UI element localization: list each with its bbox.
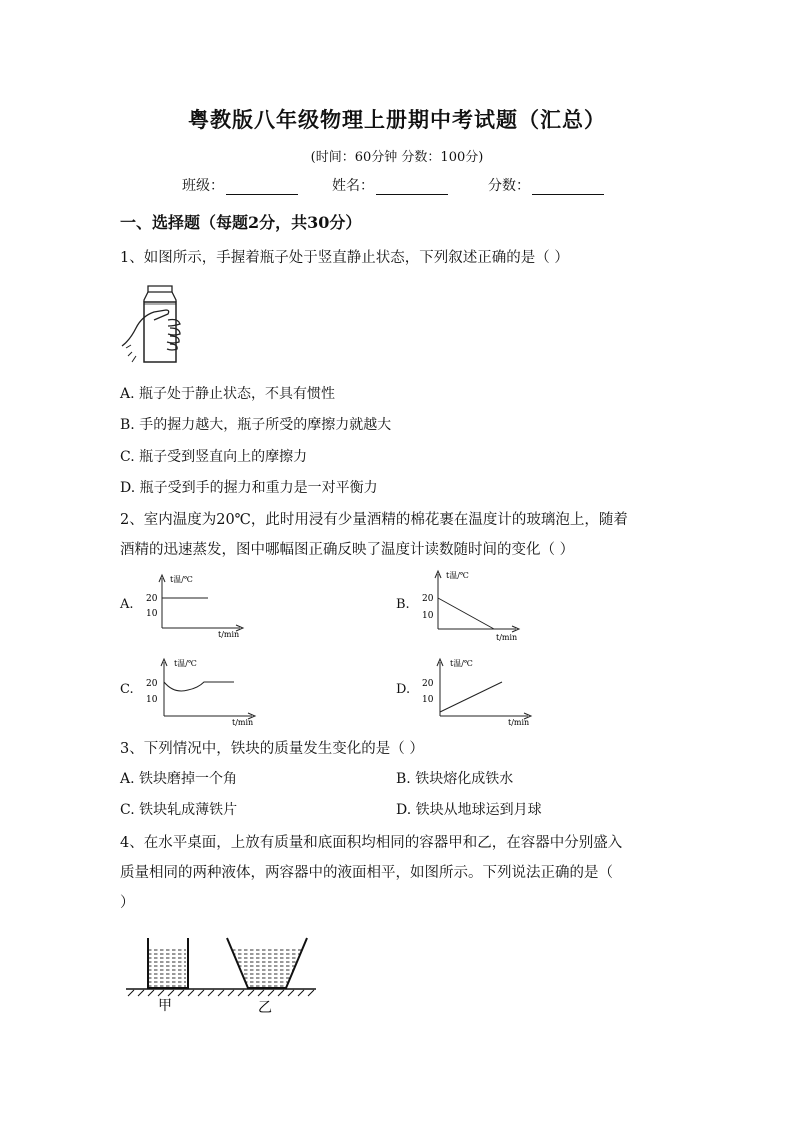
tick-10: 10: [422, 611, 434, 621]
q2-option-b-label[interactable]: B.: [396, 597, 410, 612]
y-axis-label: t温/℃: [450, 659, 473, 668]
q4-stem-line3: ）: [120, 895, 135, 911]
name-label: 姓名：: [332, 178, 374, 194]
q1-option-a[interactable]: A. 瓶子处于静止状态，不具有惯性: [120, 386, 336, 402]
temperature-line: [440, 682, 502, 712]
x-axis-label: t/min: [232, 718, 254, 727]
name-field: [332, 175, 448, 195]
tick-20: 20: [146, 594, 158, 604]
y-axis-label: t温/℃: [170, 575, 193, 584]
q2-option-d-label[interactable]: D.: [396, 682, 411, 697]
tick-20: 20: [146, 679, 158, 689]
q2-stem-line2: 酒精的迅速蒸发，图中哪幅图正确反映了温度计读数随时间的变化（ ）: [120, 542, 575, 558]
q3-stem: 3、下列情况中，铁块的质量发生变化的是（ ）: [120, 741, 424, 757]
name-blank[interactable]: [376, 180, 448, 195]
q1-option-b[interactable]: B. 手的握力越大，瓶子所受的摩擦力就越大: [120, 417, 392, 433]
score-blank[interactable]: [532, 180, 604, 195]
liquid-jia: [149, 948, 186, 987]
class-label: 班级：: [182, 178, 224, 194]
tick-10: 10: [146, 609, 158, 619]
score-label: 分数：: [488, 178, 530, 194]
q2-option-c-label[interactable]: C.: [120, 682, 134, 697]
tick-10: 10: [422, 695, 434, 705]
q2-graph-a[interactable]: [140, 570, 250, 640]
q2-graph-c[interactable]: [140, 654, 260, 726]
exam-info: (时间：60分钟 分数：100分): [310, 150, 484, 165]
score-field: [488, 175, 604, 195]
q2-graph-b[interactable]: [416, 566, 526, 642]
q4-stem-line2: 质量相同的两种液体，两容器中的液面相平，如图所示。下列说法正确的是（: [120, 865, 613, 881]
q4-stem-line1: 4、在水平桌面，上放有质量和底面积均相同的容器甲和乙，在容器中分别盛入: [120, 835, 623, 851]
section-heading: 一、选择题（每题2分，共30分）: [120, 213, 362, 232]
q3-option-b[interactable]: B. 铁块熔化成铁水: [396, 771, 514, 787]
x-axis-label: t/min: [508, 718, 530, 727]
liquid-yi: [232, 948, 302, 987]
class-blank[interactable]: [226, 180, 298, 195]
tick-20: 20: [422, 594, 434, 604]
q2-option-a-label[interactable]: A.: [120, 597, 134, 612]
q1-option-c[interactable]: C. 瓶子受到竖直向上的摩擦力: [120, 449, 308, 465]
page-title: 粤教版八年级物理上册期中考试题（汇总）: [188, 107, 606, 132]
q2-stem-line1: 2、室内温度为20℃，此时用浸有少量酒精的棉花裹在温度计的玻璃泡上，随着: [120, 512, 628, 528]
bottle-hand-figure: [118, 282, 198, 368]
q2-graph-d[interactable]: [416, 654, 536, 726]
class-field: [182, 175, 298, 195]
tick-20: 20: [422, 679, 434, 689]
label-jia: 甲: [158, 998, 172, 1014]
x-axis-label: t/min: [218, 630, 240, 639]
temperature-line: [438, 598, 494, 629]
x-axis-label: t/min: [496, 633, 518, 642]
q3-option-a[interactable]: A. 铁块磨掉一个角: [120, 771, 238, 787]
q3-option-d[interactable]: D. 铁块从地球运到月球: [396, 802, 542, 818]
y-axis-label: t温/℃: [446, 571, 469, 580]
y-axis-label: t温/℃: [174, 659, 197, 668]
containers-figure: [124, 932, 320, 1014]
label-yi: 乙: [258, 1000, 272, 1016]
temperature-curve: [164, 682, 234, 691]
q1-option-d[interactable]: D. 瓶子受到手的握力和重力是一对平衡力: [120, 480, 378, 496]
q1-stem: 1、如图所示，手握着瓶子处于竖直静止状态，下列叙述正确的是（ ）: [120, 250, 569, 266]
q3-option-c[interactable]: C. 铁块轧成薄铁片: [120, 802, 238, 818]
tick-10: 10: [146, 695, 158, 705]
